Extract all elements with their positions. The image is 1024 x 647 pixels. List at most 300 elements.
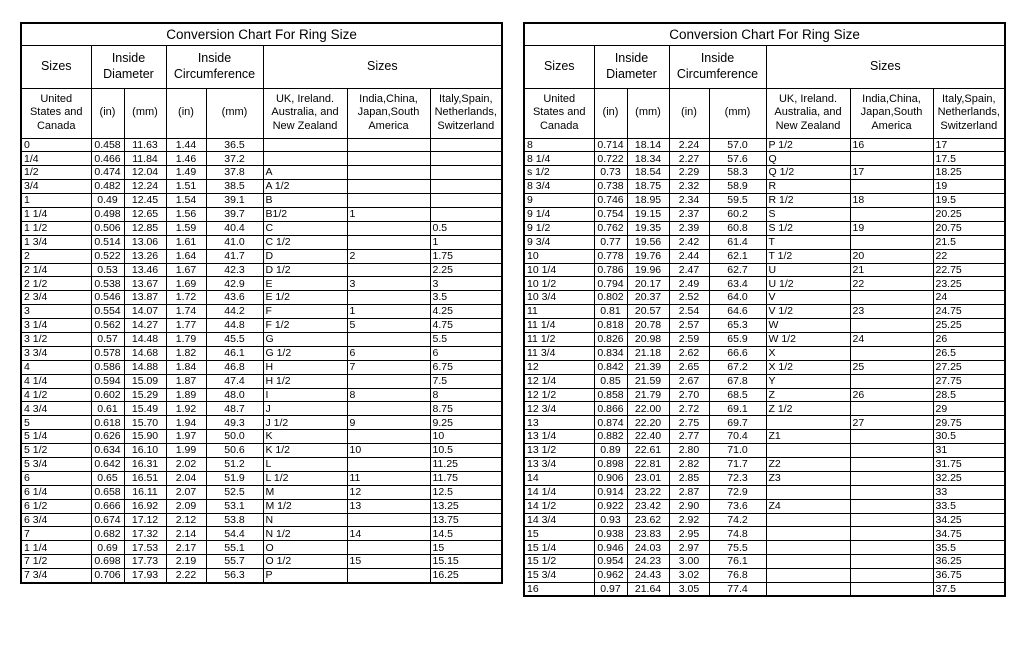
table-cell: 1.67 [166,263,206,277]
table-row [21,332,502,346]
table-cell: 10 3/4 [524,291,594,305]
table-cell: 22.61 [627,444,669,458]
ring-size-conversion-table-right [523,22,1006,597]
table-cell: 1.46 [166,152,206,166]
table-cell: N [263,513,347,527]
table-cell: X [766,346,850,360]
table-cell: 27.25 [933,360,1005,374]
table-cell: 0.562 [91,319,124,333]
header-group: Inside Circumference [166,45,263,88]
table-cell: 14.48 [124,332,166,346]
table-cell: 0.754 [594,207,627,221]
table-cell: 2.52 [669,291,709,305]
table-cell: 21 [850,263,933,277]
table-row [524,471,1005,485]
table-cell: 20.17 [627,277,669,291]
table-cell: 60.8 [709,221,766,235]
table-cell: 74.2 [709,513,766,527]
table-cell: 51.2 [206,457,263,471]
table-cell: 2.75 [669,416,709,430]
table-cell: 0.546 [91,291,124,305]
table-cell: 21.59 [627,374,669,388]
table-cell: 11.63 [124,138,166,152]
column-header: (mm) [627,88,669,138]
table-cell: 77.4 [709,583,766,597]
table-cell [850,541,933,555]
table-cell [850,513,933,527]
table-cell: 14.68 [124,346,166,360]
table-cell: 0.834 [594,346,627,360]
table-cell: 58.9 [709,180,766,194]
table-row [524,583,1005,597]
table-row [21,194,502,208]
table-cell: T [766,235,850,249]
table-cell: 2.82 [669,457,709,471]
table-cell: 16.92 [124,499,166,513]
table-cell: 7 [347,360,430,374]
table-cell: 0.906 [594,471,627,485]
table-cell: 4.75 [430,319,502,333]
table-cell: 0.634 [91,444,124,458]
table-cell: 53.8 [206,513,263,527]
table-cell: 11 3/4 [524,346,594,360]
table-cell [430,180,502,194]
table-cell: N 1/2 [263,527,347,541]
table-cell: 9 1/4 [524,207,594,221]
table-cell: 17 [933,138,1005,152]
table-cell: 69.1 [709,402,766,416]
table-cell [850,291,933,305]
table-cell: 0.818 [594,319,627,333]
table-row [524,374,1005,388]
table-cell: 2 3/4 [21,291,91,305]
table-cell: 11.25 [430,457,502,471]
column-header: UK, Ireland. Australia, and New Zealand [766,88,850,138]
column-header: (mm) [124,88,166,138]
table-cell: 0.714 [594,138,627,152]
table-cell: 0.602 [91,388,124,402]
table-cell: 10 1/2 [524,277,594,291]
table-cell: 11.75 [430,471,502,485]
table-cell: 19.76 [627,249,669,263]
table-cell: 57.0 [709,138,766,152]
table-cell: 14.5 [430,527,502,541]
table-cell: 0.482 [91,180,124,194]
table-cell: 3 3/4 [21,346,91,360]
table-cell [850,485,933,499]
table-cell: 67.8 [709,374,766,388]
table-cell: 1 [347,207,430,221]
column-header: (mm) [206,88,263,138]
table-cell: 31 [933,444,1005,458]
table-cell: 0.866 [594,402,627,416]
table-cell: 16.51 [124,471,166,485]
ring-size-conversion-table-left [20,22,503,584]
table-cell: 12.04 [124,166,166,180]
table-cell: 52.5 [206,485,263,499]
table-row [21,555,502,569]
table-cell: 2.04 [166,471,206,485]
table-cell: 76.8 [709,569,766,583]
table-cell: 6 [347,346,430,360]
table-cell: B [263,194,347,208]
table-cell: 1.97 [166,430,206,444]
table-row [21,305,502,319]
table-cell: 26 [850,388,933,402]
table-row [21,263,502,277]
table-cell: 37.8 [206,166,263,180]
table-row [21,346,502,360]
table-cell: 22.00 [627,402,669,416]
table-cell: 18.25 [933,166,1005,180]
table-cell: 36.25 [933,555,1005,569]
table-row [524,166,1005,180]
table-cell: 0.458 [91,138,124,152]
table-cell [347,569,430,583]
table-cell: 15 1/4 [524,541,594,555]
table-cell: 19.5 [933,194,1005,208]
table-cell: F 1/2 [263,319,347,333]
table-cell: 0.69 [91,541,124,555]
table-cell [347,402,430,416]
table-cell: 2.19 [166,555,206,569]
table-cell [850,444,933,458]
table-cell: 0.802 [594,291,627,305]
table-cell: 13.06 [124,235,166,249]
table-row [21,402,502,416]
table-cell [766,569,850,583]
table-cell: 0.962 [594,569,627,583]
table-cell: 19.15 [627,207,669,221]
table-cell: 55.7 [206,555,263,569]
table-cell: 0.882 [594,430,627,444]
table-cell: 24.75 [933,305,1005,319]
table-cell: W 1/2 [766,332,850,346]
column-header: Italy,Spain, Netherlands, Switzerland [933,88,1005,138]
table-cell: S 1/2 [766,221,850,235]
table-cell: 28.5 [933,388,1005,402]
table-row [524,416,1005,430]
table-cell: 2.57 [669,319,709,333]
table-cell: 15 [430,541,502,555]
table-cell [347,180,430,194]
table-cell: 72.9 [709,485,766,499]
table-row [21,207,502,221]
table-cell: 1.92 [166,402,206,416]
table-row [21,471,502,485]
table-cell: Q 1/2 [766,166,850,180]
table-cell: 2 [21,249,91,263]
table-cell: I [263,388,347,402]
table-cell: 2.22 [166,569,206,583]
table-cell: 4.25 [430,305,502,319]
table-cell: 43.6 [206,291,263,305]
table-cell: 0.698 [91,555,124,569]
table-row [524,444,1005,458]
table-cell: 59.5 [709,194,766,208]
table-cell: 0.81 [594,305,627,319]
table-cell: 2.02 [166,457,206,471]
table-cell: 4 3/4 [21,402,91,416]
table-row [524,138,1005,152]
table-cell: 29 [933,402,1005,416]
table-cell: 1 1/4 [21,207,91,221]
table-cell: 27.75 [933,374,1005,388]
table-cell: 0.554 [91,305,124,319]
table-cell [850,180,933,194]
table-cell: 2.65 [669,360,709,374]
table-cell: 0.858 [594,388,627,402]
table-cell: 0.466 [91,152,124,166]
table-cell: 2.42 [669,235,709,249]
column-header: (in) [91,88,124,138]
table-cell: 2.32 [669,180,709,194]
table-cell: Z3 [766,471,850,485]
table-cell: 15.09 [124,374,166,388]
table-row [524,305,1005,319]
table-cell: 48.7 [206,402,263,416]
table-cell: 57.6 [709,152,766,166]
table-cell: 29.75 [933,416,1005,430]
table-cell: 1.77 [166,319,206,333]
table-row [524,541,1005,555]
table-row [21,180,502,194]
table-row [21,569,502,583]
table-cell: 7.5 [430,374,502,388]
column-header: Italy,Spain, Netherlands, Switzerland [430,88,502,138]
table-row [21,541,502,555]
table-cell: 0.778 [594,249,627,263]
table-cell: 45.5 [206,332,263,346]
table-cell: 36.75 [933,569,1005,583]
table-cell: 40.4 [206,221,263,235]
table-cell: 3/4 [21,180,91,194]
table-cell: 16.10 [124,444,166,458]
table-cell: 0.474 [91,166,124,180]
table-cell: 2 [347,249,430,263]
table-cell: 39.1 [206,194,263,208]
table-cell [347,263,430,277]
table-cell: 21.39 [627,360,669,374]
table-cell: 0.97 [594,583,627,597]
column-header: UK, Ireland. Australia, and New Zealand [263,88,347,138]
table-cell: 0.938 [594,527,627,541]
table-cell: Z [766,388,850,402]
table-cell: 20.25 [933,207,1005,221]
table-cell: 2.59 [669,332,709,346]
table-cell: 0.618 [91,416,124,430]
table-cell: 3 1/2 [21,332,91,346]
table-cell: 0.73 [594,166,627,180]
table-cell: 1/2 [21,166,91,180]
table-cell: 46.8 [206,360,263,374]
table-cell: 74.8 [709,527,766,541]
table-cell: 9.25 [430,416,502,430]
table-cell: 4 [21,360,91,374]
table-cell: 13 3/4 [524,457,594,471]
table-cell: 11 1/2 [524,332,594,346]
table-cell: 0.746 [594,194,627,208]
table-cell: 22.40 [627,430,669,444]
table-cell: 24 [850,332,933,346]
table-cell: 0.794 [594,277,627,291]
table-cell [850,430,933,444]
table-cell: 47.4 [206,374,263,388]
table-cell: 0.538 [91,277,124,291]
table-cell: J 1/2 [263,416,347,430]
table-cell: 2.95 [669,527,709,541]
table-cell [850,457,933,471]
table-cell [766,513,850,527]
table-cell: 0.674 [91,513,124,527]
table-cell: 20 [850,249,933,263]
table-cell: 1.54 [166,194,206,208]
table-cell: 41.0 [206,235,263,249]
table-cell: U 1/2 [766,277,850,291]
table-cell [850,402,933,416]
table-row [524,180,1005,194]
table-cell: 6 1/4 [21,485,91,499]
table-cell: 2.39 [669,221,709,235]
table-row [21,430,502,444]
table-cell: 24.03 [627,541,669,555]
table-cell: L [263,457,347,471]
table-cell: 11 [347,471,430,485]
table-cell: W [766,319,850,333]
table-cell: 12.85 [124,221,166,235]
table-cell: 5 [347,319,430,333]
table-cell: V [766,291,850,305]
table-cell: 13.67 [124,277,166,291]
table-cell: 50.6 [206,444,263,458]
table-row [524,249,1005,263]
table-cell: 7 1/2 [21,555,91,569]
table-cell: 68.5 [709,388,766,402]
table-cell: 1.64 [166,249,206,263]
table-cell: 39.7 [206,207,263,221]
table-cell: 42.3 [206,263,263,277]
header-group: Inside Diameter [91,45,166,88]
table-cell: 0.874 [594,416,627,430]
table-row [524,332,1005,346]
table-cell [850,152,933,166]
table-cell: U [766,263,850,277]
table-cell: 1 [21,194,91,208]
header-group: Sizes [263,45,502,88]
table-cell: 17.93 [124,569,166,583]
table-cell: 18.54 [627,166,669,180]
table-cell: G 1/2 [263,346,347,360]
table-cell: 15 [524,527,594,541]
table-cell: 18.75 [627,180,669,194]
table-cell: 13.46 [124,263,166,277]
table-cell [850,583,933,597]
table-cell: 12.24 [124,180,166,194]
table-row [524,402,1005,416]
table-row [524,221,1005,235]
table-cell: 0.578 [91,346,124,360]
table-cell: 1/4 [21,152,91,166]
table-cell: A 1/2 [263,180,347,194]
table-cell [347,235,430,249]
table-cell: 23.01 [627,471,669,485]
table-cell: 15.29 [124,388,166,402]
table-cell: 2.72 [669,402,709,416]
table-cell: 1.89 [166,388,206,402]
table-cell: 12 1/4 [524,374,594,388]
table-cell [347,332,430,346]
table-cell: 35.5 [933,541,1005,555]
table-cell [766,583,850,597]
table-cell: 3 1/4 [21,319,91,333]
table-cell: 2.62 [669,346,709,360]
table-cell: 1.59 [166,221,206,235]
table-cell: 38.5 [206,180,263,194]
table-cell: 0.522 [91,249,124,263]
table-cell: 34.25 [933,513,1005,527]
table-cell: 2.24 [669,138,709,152]
table-cell: 0.914 [594,485,627,499]
table-cell: 13 [524,416,594,430]
table-cell: 10 1/4 [524,263,594,277]
table-cell: 20.75 [933,221,1005,235]
table-cell [347,541,430,555]
table-cell: 5 1/4 [21,430,91,444]
table-cell: Q [766,152,850,166]
table-cell: 0.93 [594,513,627,527]
table-cell: 13 [347,499,430,513]
table-cell: 0.594 [91,374,124,388]
table-cell [766,485,850,499]
table-cell: 22.75 [933,263,1005,277]
table-cell: K 1/2 [263,444,347,458]
table-cell: 65.3 [709,319,766,333]
table-cell: C [263,221,347,235]
column-header: United States and Canada [21,88,91,138]
table-cell: 64.6 [709,305,766,319]
table-row [524,555,1005,569]
table-row [524,263,1005,277]
table-cell: 0.658 [91,485,124,499]
table-cell: 66.6 [709,346,766,360]
table-cell: Y [766,374,850,388]
table-cell [850,527,933,541]
table-cell: 8 [347,388,430,402]
table-cell: 3 [21,305,91,319]
conversion-table [20,22,503,584]
header-group: Sizes [21,45,91,88]
table-cell: 5 3/4 [21,457,91,471]
table-cell [430,166,502,180]
header-group: Sizes [524,45,594,88]
table-row [524,388,1005,402]
table-cell: 7 [21,527,91,541]
table-cell: 4 1/2 [21,388,91,402]
table-cell: 0.49 [91,194,124,208]
table-cell: 15 [347,555,430,569]
table-row [21,277,502,291]
table-cell: 0.954 [594,555,627,569]
table-row [21,485,502,499]
table-row [524,499,1005,513]
table-cell: 0.626 [91,430,124,444]
table-cell: 10 [430,430,502,444]
table-cell: 8 [430,388,502,402]
table-cell: 8 1/4 [524,152,594,166]
table-cell: 13.25 [430,499,502,513]
table-cell [347,152,430,166]
table-cell: 20.57 [627,305,669,319]
